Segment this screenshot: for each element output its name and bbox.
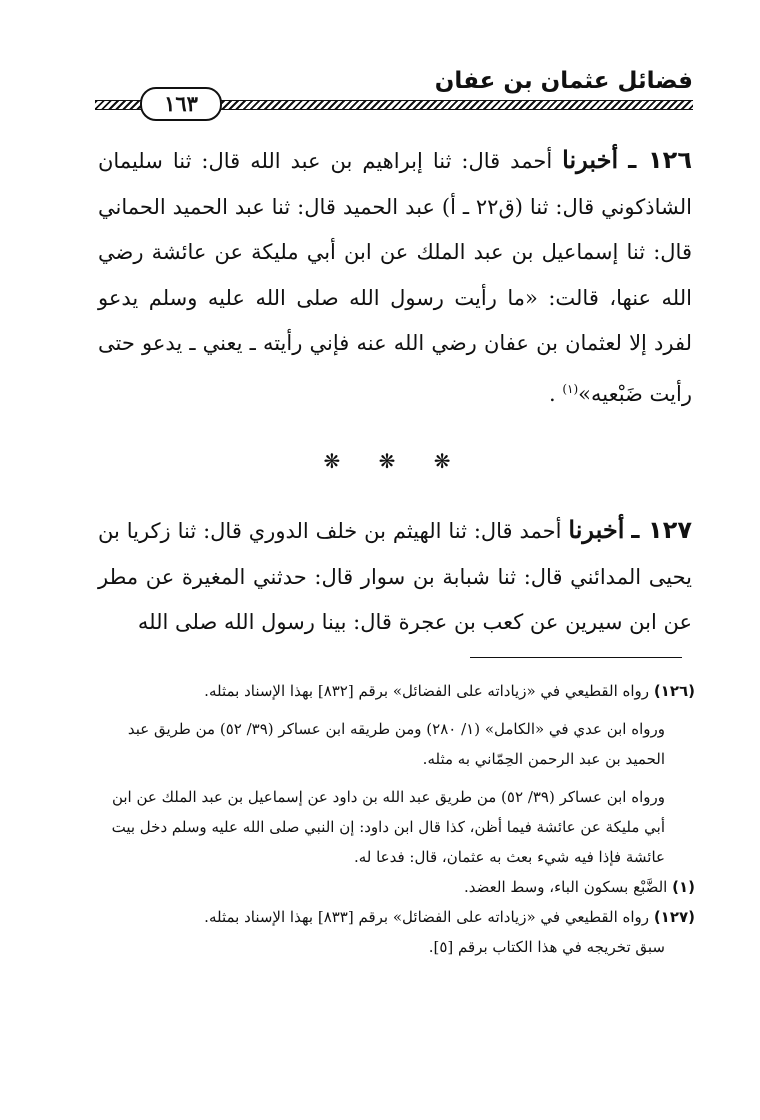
- hadith-126: [98, 137, 692, 417]
- footnote-text: ورواه ابن عدي في «الكامل» (١/ ٢٨٠) ومن طريقه ابن عساكر (٣٩/ ٥٢) من طريق: [153, 720, 665, 738]
- text-line: أحمد قال: ثنا إبراهيم بن عبد الله قال: ثنا: [172, 149, 563, 173]
- page-header: [95, 62, 693, 122]
- main-text: [98, 137, 692, 646]
- footnote-text: عن ابن أبي مليكة عن عائشة فيما أظن، كذا قال ابن داود: إن النبي صلى الله عليه: [111, 788, 665, 836]
- footnote-text: ورواه ابن عساكر (٣٩/ ٥٢) من طريق عبد الله بن داود عن إسماعيل بن عبد الملك: [161, 788, 665, 806]
- footnote-paragraph: [105, 782, 695, 872]
- section-separator: ❋ ❋ ❋: [323, 449, 467, 473]
- text-line: لفرد إلا لعثمان بن عفان رضي الله عنه فإني رأيته ـ يعني ـ يدعو حتى: [98, 331, 692, 355]
- text-line: زكريا بن يحيى المدائني قال: ثنا شبابة بن سوار قال: حدثني المغيرة عن: [98, 519, 692, 589]
- footnote-marker: (١): [672, 878, 695, 896]
- footnote-1: [105, 872, 695, 902]
- footnote-text: رواه القطيعي في «زياداته على الفضائل» برقم [٨٣٢] بهذا الإسناد بمثله.: [204, 682, 654, 700]
- footnote-126: [105, 676, 695, 706]
- footnote-text: وسلم دخل بيت عائشة فإذا فيه شيء بعث به عثمان، قال: فدعا له.: [111, 818, 665, 866]
- footnote-text: عبد الحميد بن عبد الرحمن الحِمّاني به مثله.: [127, 720, 665, 768]
- text-line: مطر عن ابن سيرين عن كعب بن عجرة قال: بينا رسول الله صلى الله: [98, 564, 692, 634]
- footnote-marker: (١٢٧): [653, 908, 695, 926]
- hadith-opening-word: أخبرنا: [562, 145, 619, 174]
- text-line: سليمان الشاذكوني قال: ثنا (ق٢٢ ـ أ) عبد الحميد قال: ثنا عبد الحميد: [98, 149, 692, 219]
- footnote-text: الضَّبْع بسكون الباء، وسط العضد.: [464, 878, 673, 896]
- footnote-divider: [470, 657, 682, 658]
- footnotes: [105, 676, 695, 962]
- hadith-number: ١٢٧ ـ: [631, 516, 692, 544]
- hadith-number: ١٢٦ ـ: [628, 146, 692, 174]
- text-line: أحمد قال: ثنا الهيثم بن خلف الدوري قال: ثنا: [177, 519, 569, 543]
- footnote-paragraph: [105, 932, 695, 962]
- footnote-reference[interactable]: (١): [562, 381, 579, 396]
- footnote-text: سبق تخريجه في هذا الكتاب برقم [٥].: [428, 938, 665, 956]
- running-title: فضائل عثمان بن عفان: [434, 68, 693, 94]
- footnote-text: رواه القطيعي في «زياداته على الفضائل» برقم [٨٣٣] بهذا الإسناد بمثله.: [204, 908, 654, 926]
- hadith-opening-word: أخبرنا: [568, 515, 625, 544]
- footnote-paragraph: [105, 714, 695, 774]
- text-line: رأيت ضَبْعيه»: [578, 381, 692, 406]
- hadith-127: [98, 507, 692, 646]
- page-number: ١٦٣: [140, 87, 222, 121]
- footnote-marker: (١٢٦): [653, 682, 695, 700]
- text-line: رضي الله عنها، قالت: «ما رأيت رسول الله صلى الله عليه وسلم يدعو: [98, 240, 692, 310]
- footnote-127: [105, 902, 695, 932]
- text-line: .: [548, 381, 563, 406]
- text-line: الحماني قال: ثنا إسماعيل بن عبد الملك عن ابن أبي مليكة عن عائشة: [98, 194, 692, 264]
